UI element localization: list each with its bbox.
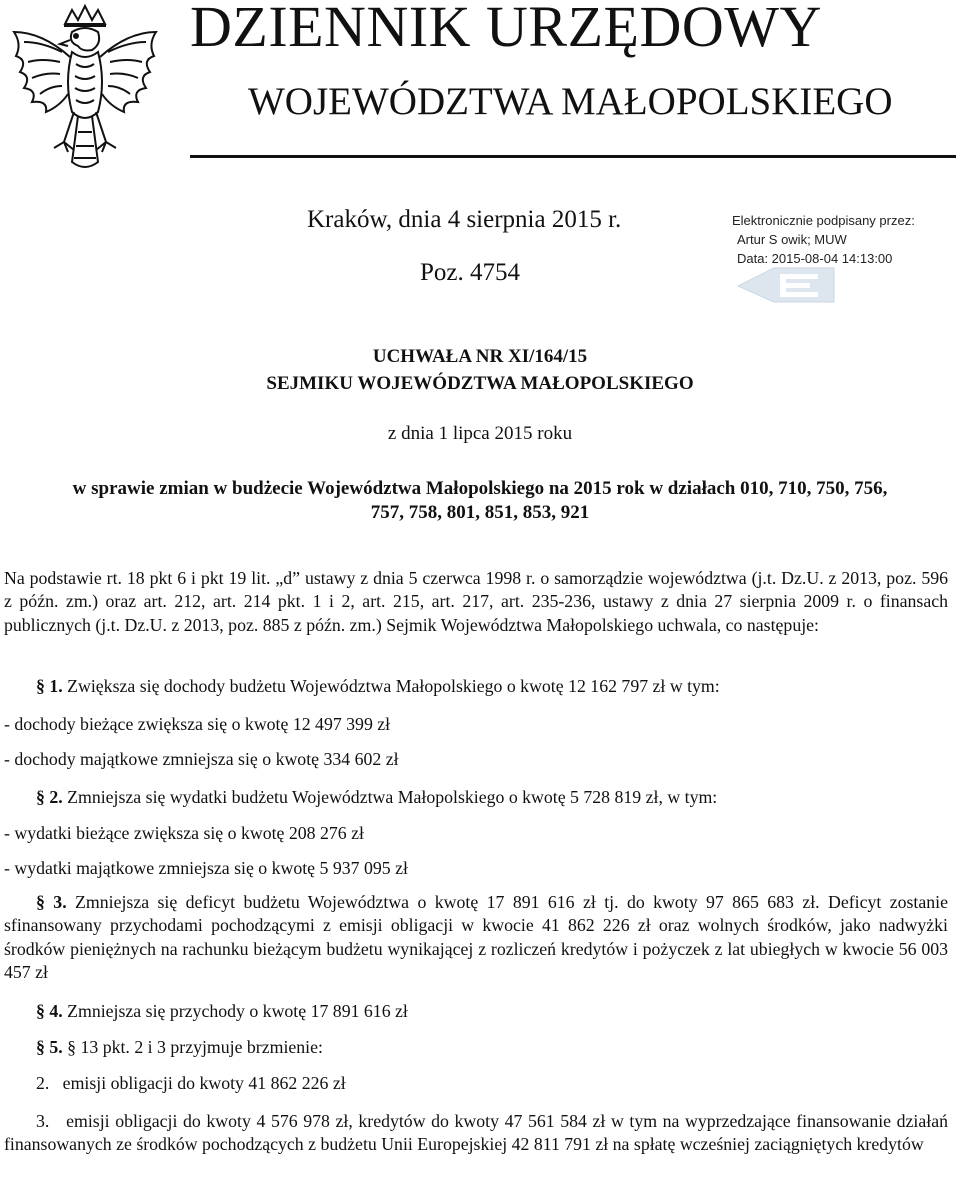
electronic-signature-block — [732, 211, 957, 268]
paragraph-1-number: 1. — [49, 676, 63, 696]
paragraph-5-item-3 — [4, 1110, 953, 1157]
paragraph-4-number: 4. — [49, 1001, 63, 1021]
paragraph-1 — [36, 676, 720, 697]
resolution-date: z dnia 1 lipca 2015 roku — [387, 423, 573, 444]
legal-basis-paragraph: Na podstawie rt. 18 pkt 6 i pkt 19 lit. „d” ustawy z dnia 5 czerwca 1998 r. o samorządzie województwa (j.t. Dz.U. z 2013, poz. 596 z późn. zm.) oraz art. 212, art. 214 pkt. 1 i 2, art. 215, art. 217, art. 235-236, ustawy z dnia 27 sierpnia 2009 r. o finansach publicznych (j.t. Dz.U. z 2013, poz. 885 z późn. zm.) Sejmik Województwa Małopolskiego uchwala, co następuje: — [4, 568, 948, 635]
position-number: Poz. 4754 — [420, 259, 520, 286]
signature-date: Data: 2015-08-04 14:13:00 — [737, 251, 893, 266]
signature-signer: Artur S owik; MUW — [737, 232, 847, 247]
paragraph-5-item-2: 2. emisji obligacji do kwoty 41 862 226 zł — [36, 1073, 346, 1093]
paragraph-4-text: Zmniejsza się przychody o kwotę 17 891 616 zł — [67, 1001, 408, 1021]
paragraph-5-text: 13 pkt. 2 i 3 przyjmuje brzmienie: — [80, 1037, 323, 1057]
paragraph-2-item-1: - wydatki bieżące zwiększa się o kwotę 208 276 zł — [4, 823, 364, 843]
journal-subtitle: WOJEWÓDZTWA MAŁOPOLSKIEGO — [248, 80, 893, 123]
paragraph-2-item-2: - wydatki majątkowe zmniejsza się o kwotę 5 937 095 zł — [4, 858, 408, 878]
paragraph-mark: § — [36, 676, 45, 696]
paragraph-3 — [4, 891, 948, 985]
journal-title: DZIENNIK URZĘDOWY — [190, 0, 822, 59]
paragraph-5-item-3-text: 3. emisji obligacji do kwoty 4 576 978 zł, kredytów do kwoty 47 561 584 zł w tym na wyprzedzające finansowanie działań finansowanych ze środków pochodzących z budżetu Unii Europejskiej 42 811 791 zł na spłatę wcześniej zaciągniętych kredytów — [4, 1111, 953, 1155]
paragraph-3-text: Zmniejsza się deficyt budżetu Województwa o kwotę 17 891 616 zł tj. do kwoty 97 865 683 zł. Deficyt zostanie sfinansowany przychodami pochodzącymi z emisji obligacji w kwocie 41 862 226 zł oraz wolnych środków, jako nadwyżki środków pieniężnych na rachunku bieżącym budżetu wynikającej z rozliczeń kredytów i pożyczek z lat ubiegłych w kwocie 56 003 457 zł — [4, 892, 948, 983]
paragraph-3-number: 3. — [53, 892, 67, 912]
paragraph-4 — [36, 1001, 408, 1022]
paragraph-mark-ref: § — [67, 1037, 77, 1057]
resolution-issuer: SEJMIKU WOJEWÓDZTWA MAŁOPOLSKIEGO — [266, 373, 694, 394]
city-date: Kraków, dnia 4 sierpnia 2015 r. — [307, 206, 622, 233]
e-signature-mark-icon — [734, 264, 840, 306]
paragraph-2-text: Zmniejsza się wydatki budżetu Województwa Małopolskiego o kwotę 5 728 819 zł, w tym: — [67, 787, 718, 807]
paragraph-1-item-1: - dochody bieżące zwiększa się o kwotę 12 497 399 zł — [4, 714, 391, 734]
paragraph-5 — [36, 1037, 323, 1058]
resolution-number: UCHWAŁA NR XI/164/15 — [372, 346, 588, 367]
paragraph-5-number: 5. — [49, 1037, 63, 1057]
paragraph-mark: § — [36, 1037, 45, 1057]
header-divider — [190, 155, 956, 158]
paragraph-mark: § — [36, 787, 45, 807]
resolution-subject-line-1: w sprawie zmian w budżecie Województwa Małopolskiego na 2015 rok w działach 010, 710, 750, 756, — [72, 478, 888, 499]
paragraph-mark: § — [36, 1001, 45, 1021]
paragraph-2-number: 2. — [49, 787, 63, 807]
polish-eagle-emblem-icon — [2, 2, 168, 182]
paragraph-1-text: Zwiększa się dochody budżetu Województwa Małopolskiego o kwotę 12 162 797 zł w tym: — [67, 676, 720, 696]
paragraph-mark: § — [36, 892, 45, 912]
resolution-subject-line-2: 757, 758, 801, 851, 853, 921 — [370, 502, 590, 523]
signature-line-1: Elektronicznie podpisany przez: — [732, 213, 915, 228]
paragraph-2 — [36, 787, 717, 808]
paragraph-1-item-2: - dochody majątkowe zmniejsza się o kwotę 334 602 zł — [4, 749, 399, 769]
